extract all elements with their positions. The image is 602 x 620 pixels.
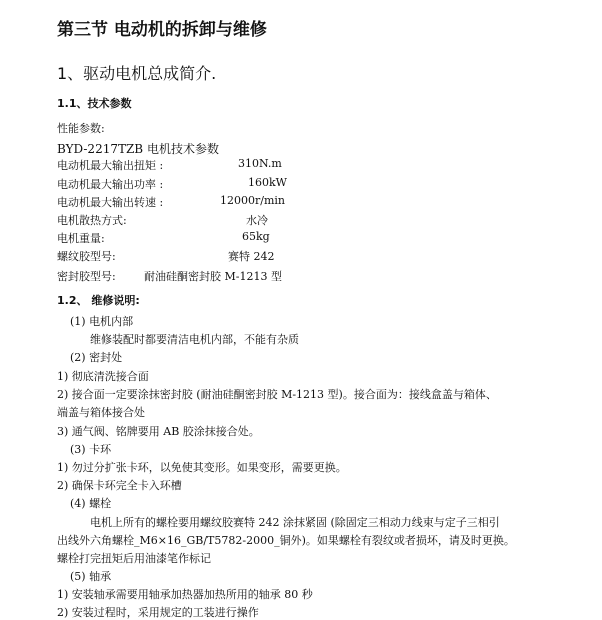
spec-label: 电动机最大输出扭矩 : (57, 159, 164, 172)
maintenance-line: 电机上所有的螺栓要用螺纹胶赛特 242 涂抹紧固 (除固定三相动力线束与定子三相引 (90, 516, 500, 529)
spec-value: 赛特 242 (228, 250, 275, 263)
spec-label: 电机重量: (57, 232, 105, 245)
maintenance-line: 2) 接合面一定要涂抹密封胶 (耐油硅酮密封胶 M-1213 型)。接合面为：接线盒盖与箱体、 (57, 388, 497, 401)
maintenance-line: (4) 螺栓 (70, 497, 112, 510)
spec-label: 密封胶型号: (57, 270, 116, 283)
maintenance-line: 1) 彻底清洗接合面 (57, 370, 149, 383)
maintenance-line: (1) 电机内部 (70, 315, 134, 328)
spec-value: 水冷 (246, 214, 268, 227)
maintenance-line: 端盖与箱体接合处 (57, 406, 145, 419)
maintenance-line: 出线外六角螺栓_M6×16_GB/T5782-2000_铜外)。如果螺栓有裂纹或者损坏，请及时更换。 (57, 534, 515, 547)
maintenance-line: (2) 密封处 (70, 351, 123, 364)
maintenance-line: 螺栓打完扭矩后用油漆笔作标记 (57, 552, 211, 565)
maintenance-line: 1) 勿过分扩张卡环，以免使其变形。如果变形，需要更换。 (57, 461, 347, 474)
spec-value: 耐油硅酮密封胶 M-1213 型 (144, 270, 282, 283)
maintenance-line: 2) 安装过程时，采用规定的工装进行操作 (57, 606, 259, 619)
performance-label: 性能参数: (57, 122, 105, 135)
spec-label: 电动机最大输出转速 : (57, 196, 164, 209)
spec-value: 160kW (248, 176, 287, 189)
subheading-maintenance-notes: 1.2、 维修说明: (57, 294, 140, 307)
spec-label: 电机散热方式: (57, 214, 127, 227)
spec-value: 65kg (242, 230, 270, 243)
spec-value: 310N.m (238, 157, 282, 170)
spec-label: 电动机最大输出功率 : (57, 178, 164, 191)
maintenance-line: (3) 卡环 (70, 443, 112, 456)
maintenance-line: 维修装配时都要清洁电机内部，不能有杂质 (90, 333, 299, 346)
motor-model-line: BYD-2217TZB 电机技术参数 (57, 142, 219, 156)
maintenance-line: 2) 确保卡环完全卡入环槽 (57, 479, 182, 492)
subsection-heading-drive-motor: 1、驱动电机总成简介. (57, 64, 217, 83)
spec-label: 螺纹胶型号: (57, 250, 116, 263)
maintenance-line: 3) 通气阀、铭牌要用 AB 胶涂抹接合处。 (57, 425, 260, 438)
maintenance-line: (5) 轴承 (70, 570, 112, 583)
section-title: 第三节 电动机的拆卸与维修 (57, 20, 267, 40)
spec-value: 12000r/min (220, 194, 285, 207)
subheading-technical-params: 1.1、技术参数 (57, 97, 132, 110)
maintenance-line: 1) 安装轴承需要用轴承加热器加热所用的轴承 80 秒 (57, 588, 313, 601)
